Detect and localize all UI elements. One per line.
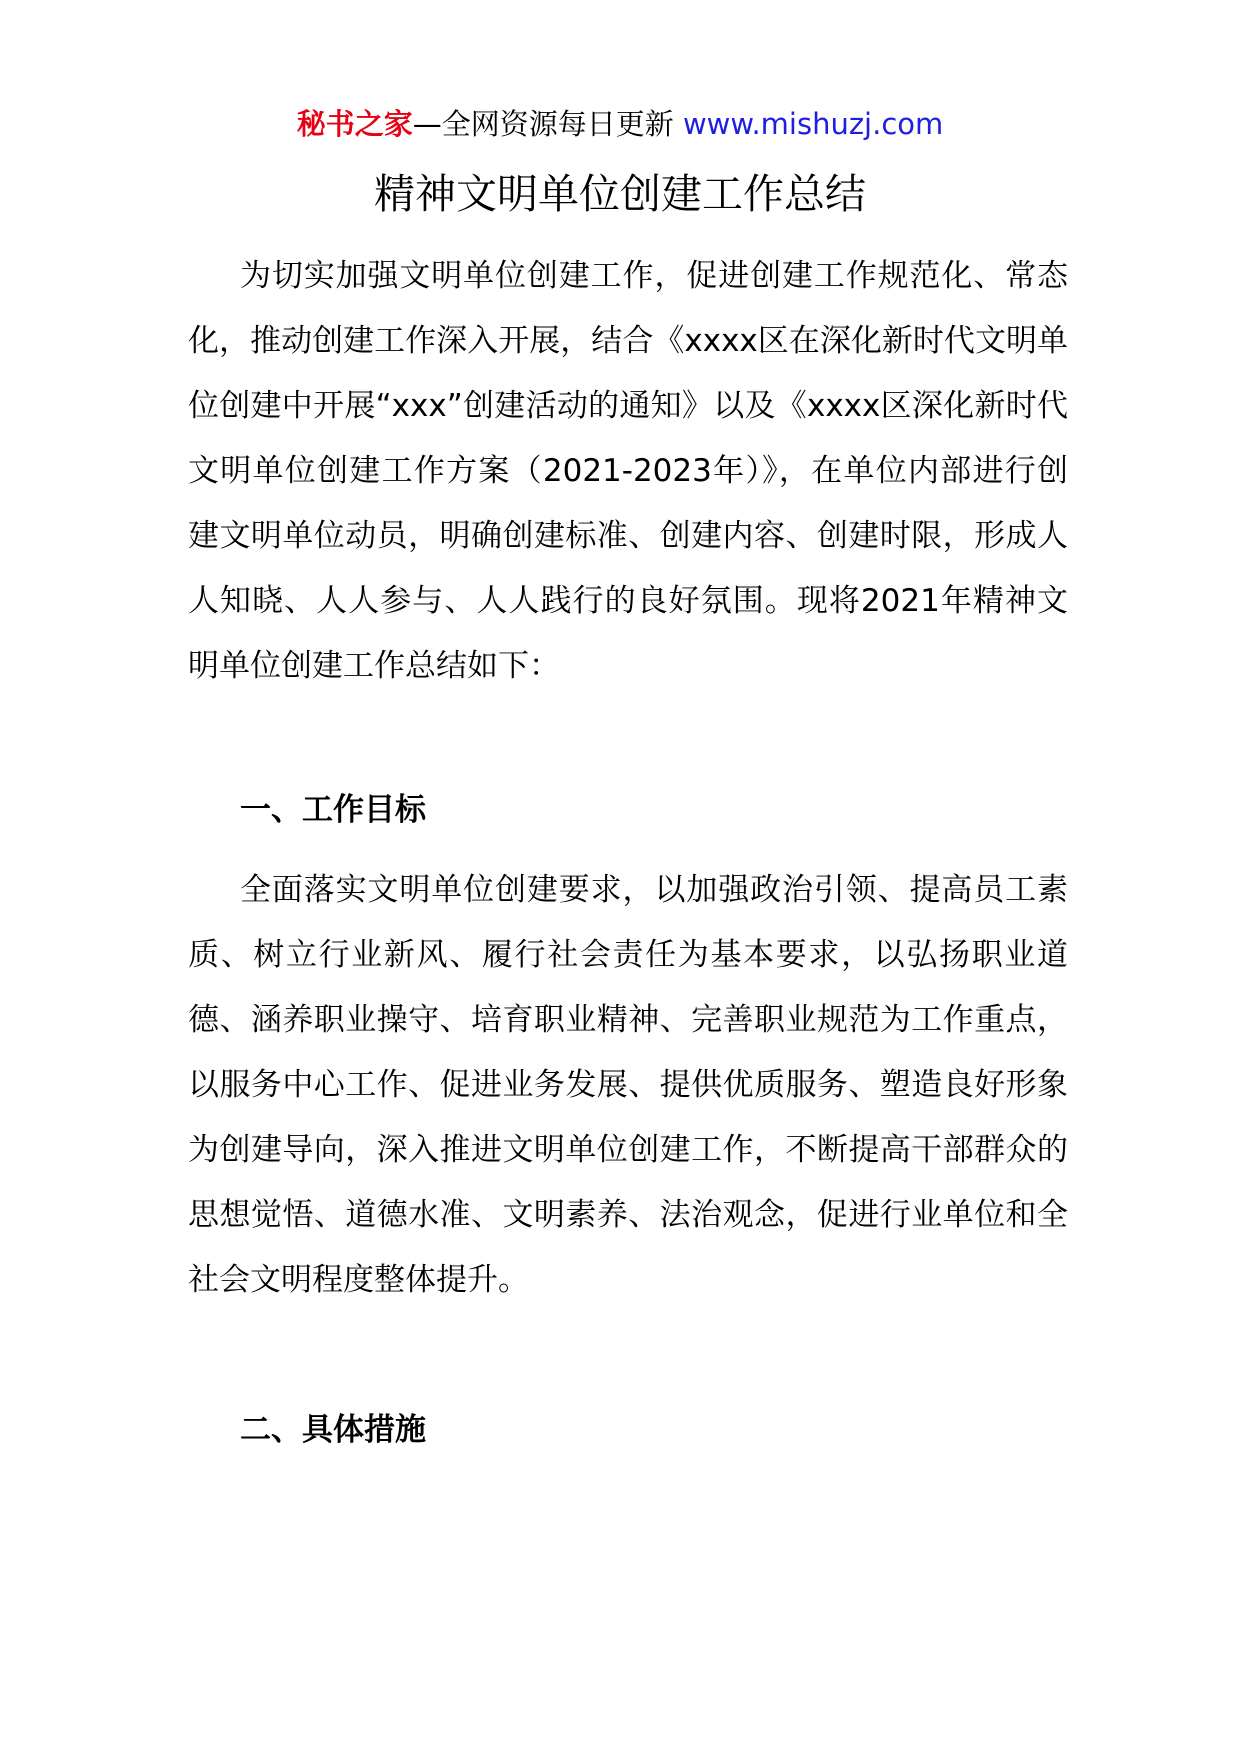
brand-name: 秘书之家 <box>296 107 413 141</box>
section-heading-measures: 二、具体措施 <box>240 1412 426 1448</box>
intro-paragraph: 为切实加强文明单位创建工作，促进创建工作规范化、常态化，推动创建工作深入开展，结合《xxxx区在深化新时代文明单位创建中开展“xxx”创建活动的通知》以及《xxxx区深化新时代文明单位创建工作方案（2021-2023年）》，在单位内部进行创建文明单位动员，明确创建标准、创建内容、创建时限，形成人人知晓、人人参与、人人践行的良好氛围。现将2021年精神文明单位创建工作总结如下： <box>188 258 1068 684</box>
header-tagline: —全网资源每日更新 <box>412 107 683 141</box>
site-header <box>0 104 1240 144</box>
site-url-link[interactable]: www.mishuzj.com <box>682 107 944 141</box>
goals-paragraph: 全面落实文明单位创建要求，以加强政治引领、提高员工素质、树立行业新风、履行社会责任为基本要求，以弘扬职业道德、涵养职业操守、培育职业精神、完善职业规范为工作重点，以服务中心工作、促进业务发展、提供优质服务、塑造良好形象为创建导向，深入推进文明单位创建工作，不断提高干部群众的思想觉悟、道德水准、文明素养、法治观念，促进行业单位和全社会文明程度整体提升。 <box>188 872 1068 1298</box>
document-title: 精神文明单位创建工作总结 <box>374 170 866 218</box>
section-heading-goals: 一、工作目标 <box>240 792 426 828</box>
